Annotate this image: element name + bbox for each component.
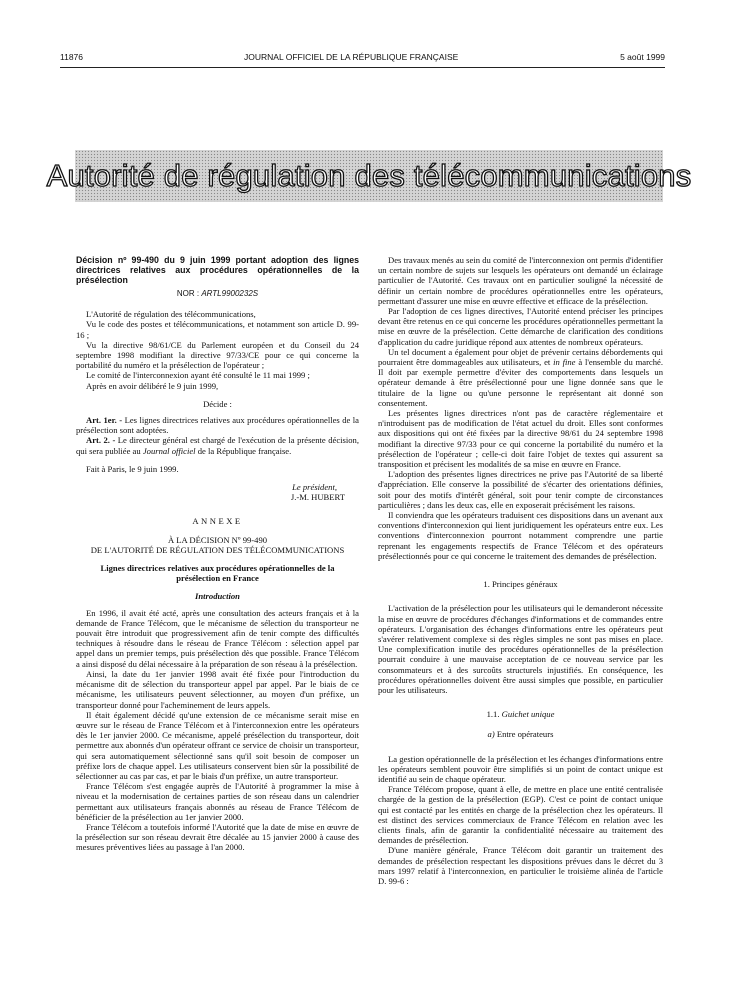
section-1-1-title: Guichet unique	[501, 709, 555, 720]
section-1-1-a-label: a)	[487, 729, 495, 740]
annexe-title: Lignes directrices relatives aux procédures opérationnelles de la présélection en France	[100, 563, 335, 584]
article-1-label: Art. 1er. -	[86, 415, 123, 426]
journal-title: JOURNAL OFFICIEL DE LA RÉPUBLIQUE FRANÇAISE	[244, 52, 459, 62]
para3-text-a: Un tel document a également pour objet de prévenir certains débordements qui pourraient être dommageables aux utilisateurs, et	[378, 346, 663, 368]
nor-code: ARTL9900232S	[201, 289, 259, 298]
preamble-line: Le comité de l'interconnexion ayant été consulté le 11 mai 1999 ;	[86, 370, 310, 381]
nor-label: NOR :	[176, 289, 200, 298]
intro-paragraph: France Télécom s'est engagée auprès de l'Autorité à programmer la mise à niveau et la modernisation de certaines parties de son réseau dans un calendrier permettant aux utilisateurs français abonnés au réseau de France Télécom de bénéficier de la présélection au 1er janvier 2000.	[76, 781, 359, 822]
running-header	[60, 52, 665, 66]
left-column	[76, 255, 359, 853]
body-paragraph: Par l'adoption de ces lignes directives, l'Autorité entend préciser les principes devant être retenus en ce qui concerne les procédures opérationnelles permettant la mise en œuvre de la présélection. Cette démarche de clarification des conditions d'application du cadre juridique répond aux attentes de nombreux opérateurs.	[378, 306, 663, 347]
issue-date: 5 août 1999	[620, 52, 665, 62]
article-1	[76, 415, 359, 435]
section-banner-title: Autorité de régulation des télécommunications	[46, 158, 692, 193]
intro-paragraph: France Télécom a toutefois informé l'Autorité que la date de mise en œuvre de la présélection sur son réseau devrait être décalée au 15 janvier 2000 à cause des mesures préventives liées au passage à l'an 2000.	[76, 821, 359, 853]
section-1-1-a-paragraph: La gestion opérationnelle de la présélection et les échanges d'informations entre les opérateurs semblent pouvoir être simplifiés si un point de contact unique est identifié au sein de chaque opérateur.	[378, 753, 663, 784]
article-1-text: Les lignes directrices relatives aux procédures opérationnelles de la présélection sont adoptées.	[76, 415, 360, 436]
section-1-1-number: 1.1.	[486, 709, 500, 720]
section-1-1-heading	[378, 709, 663, 719]
signature-place-date: Fait à Paris, le 9 juin 1999.	[86, 463, 179, 474]
preamble-line: L'Autorité de régulation des télécommunications,	[86, 309, 256, 320]
right-column	[378, 255, 663, 886]
nor-reference	[76, 289, 359, 299]
intro-paragraph: Il était également décidé qu'une extension de ce mécanisme serait mise en œuvre sur le réseau de France Télécom et à l'interconnexion entre les opérateurs dès le 1er janvier 2000. Ce mécanisme, appelé présélection du transporteur, doit permettre aux abonnés d'un opérateur offrant ce service de choisir un transporteur, qui sera automatiquement sélectionné sans qu'il soit besoin de composer un préfixe lors de chaque appel. Les utilisateurs conservent bien sûr la possibilité de sélectionner au cas par cas, et par le biais d'un préfixe, un autre transporteur.	[76, 709, 359, 781]
section-1-1-a-paragraph: France Télécom propose, quant à elle, de mettre en place une entité centralisée chargée de la gestion de la présélection (EGP). C'est ce point de contact unique qui est contacté par les entités en charge de la présélection chez les opérateurs. Il est distinct des services commerciaux de France Télécom en relation avec les clients finals, afin de garantir la confidentialité nécessaire au traitement des demandes de présélection.	[378, 784, 663, 846]
decision-title: Décision nº 99-490 du 9 juin 1999 portant adoption des lignes directrices relatives aux procédures opérationnelles de la présélection	[76, 255, 359, 285]
journal-officiel-ref: Journal officiel	[142, 445, 196, 456]
signature-name: J.-M. HUBERT	[290, 492, 345, 503]
annexe-subtitle-1: À LA DÉCISION Nº 99-490	[167, 534, 268, 545]
decide-heading: Décide :	[203, 398, 232, 409]
section-1-1-a-paragraph: D'une manière générale, France Télécom doit garantir un traitement des demandes de présélection respectant les dispositions prévues dans le décret du 3 mars 1997 relatif à l'interconnexion, en particulier le troisième alinéa de l'article D. 99-6 :	[378, 845, 663, 886]
body-paragraph: L'adoption des présentes lignes directrices ne prive pas l'Autorité de sa liberté d'appréciation. Elle conserve la possibilité de s'écarter des orientations définies, soit pour des motifs d'intérêt général, soit pour tenir compte de circonstances particulières ; dans les deux cas, elle en exposerait précisément les raisons.	[378, 469, 663, 510]
annexe-subtitle-2: DE L'AUTORITÉ DE RÉGULATION DES TÉLÉCOMMUNICATIONS	[90, 544, 345, 555]
para3-text-b: à l'ensemble du marché. Il doit par exemple permettre d'éviter des comportements dans lesquels un opérateur demande à être présélectionné pour une ligne donnée sans que le titulaire de la ligne ou qu'une personne le représentant ait donné son consentement.	[378, 357, 663, 408]
page-number: 11876	[60, 52, 84, 62]
intro-paragraph: En 1996, il avait été acté, après une consultation des acteurs français et à la demande de France Télécom, que le mécanisme de sélection du transporteur ne pouvait être introduit que progressivement afin de tenir compte des difficultés techniques à résoudre dans le réseau de France Télécom : sélection appel par appel dans un premier temps, puis présélection dès que possible. France Télécom a ainsi disposé du délai nécessaire à la préparation de son réseau à la présélection.	[76, 607, 359, 669]
body-paragraph: Des travaux menés au sein du comité de l'interconnexion ont permis d'identifier un certain nombre de sujets sur lesquels les opérateurs ont demandé un éclairage particulier de l'Autorité. Ces travaux ont en particulier souligné la nécessité de définir un certain nombre de procédures opérationnelles entre les opérateurs, permettant d'assurer une mise en œuvre effective et efficace de la présélection.	[378, 255, 663, 306]
header-rule	[60, 67, 665, 68]
body-paragraph	[378, 347, 663, 408]
preamble-line: Vu le code des postes et télécommunications, et notamment son article D. 99-16 ;	[76, 319, 359, 340]
section-1-1-a-title: Entre opérateurs	[496, 729, 554, 740]
signature-role: Le président,	[292, 482, 337, 493]
body-paragraph: Les présentes lignes directrices n'ont pas de caractère réglementaire et n'introduisent pas de modification de l'état actuel du droit. Elles sont conformes aux dispositions qui ont été fixées par la directive 98/61 du 24 septembre 1998 modifiant la directive 97/33 pour ce qui concerne la portabilité du numéro et la présélection de l'opérateur ; celle-ci doit faire l'objet de textes qui assurent sa transposition et précisent les modalités de sa mise en œuvre en France.	[378, 408, 663, 470]
article-2-label: Art. 2. -	[86, 435, 116, 446]
intro-paragraph: Ainsi, la date du 1er janvier 1998 avait été fixée pour l'introduction du mécanisme dit de sélection du transporteur appel par appel. Par le biais de ce mécanisme, les utilisateurs peuvent sélectionner, au moyen d'un préfixe, un transporteur donné pour l'acheminement de leurs appels.	[76, 668, 359, 710]
article-2	[76, 435, 359, 455]
introduction-heading: Introduction	[195, 591, 240, 602]
preamble-line: Après en avoir délibéré le 9 juin 1999,	[86, 380, 219, 391]
preamble-line: Vu la directive 98/61/CE du Parlement européen et du Conseil du 24 septembre 1998 modifiant la directive 97/33/CE pour ce qui concerne la portabilité du numéro et la présélection de l'opérateur ;	[76, 339, 359, 371]
section-1-paragraph: L'activation de la présélection pour les utilisateurs qui le demanderont nécessite la mise en œuvre de procédures d'échanges d'informations et de commandes entre opérateurs. L'organisation des échanges d'informations entre les opérateurs peut s'avérer relativement complexe si des règles simples ne sont pas mises en place. Une complexification inutile des procédures opérationnelles de la présélection pourrait conduire à une mauvaise acceptation de ce nouveau service par les consommateurs et à des surcoûts structurels injustifiés. En conséquence, les procédures opérationnelles doivent être aussi simples que possible, en particulier pour les utilisateurs.	[378, 603, 663, 695]
article-2-text-a: Le directeur général est chargé de l'exécution de la présente décision, qui sera publiée au	[76, 435, 359, 456]
para3-italic: in fine	[553, 357, 576, 368]
annexe-label: ANNEXE	[192, 516, 243, 527]
section-1-heading: 1. Principes généraux	[483, 579, 558, 590]
body-paragraph: Il conviendra que les opérateurs traduisent ces dispositions dans un avenant aux conventions d'interconnexion qui lient juridiquement les opérateurs entre eux. Les conventions d'interconnexion pourront notamment comprendre une partie reprenant les engagements respectifs de France Télécom et des opérateurs présélectionnés pour ce qui concerne le traitement des demandes de présélection.	[378, 510, 663, 561]
article-2-text-b: de la République française.	[197, 445, 292, 456]
section-1-1-a-heading	[378, 729, 663, 739]
